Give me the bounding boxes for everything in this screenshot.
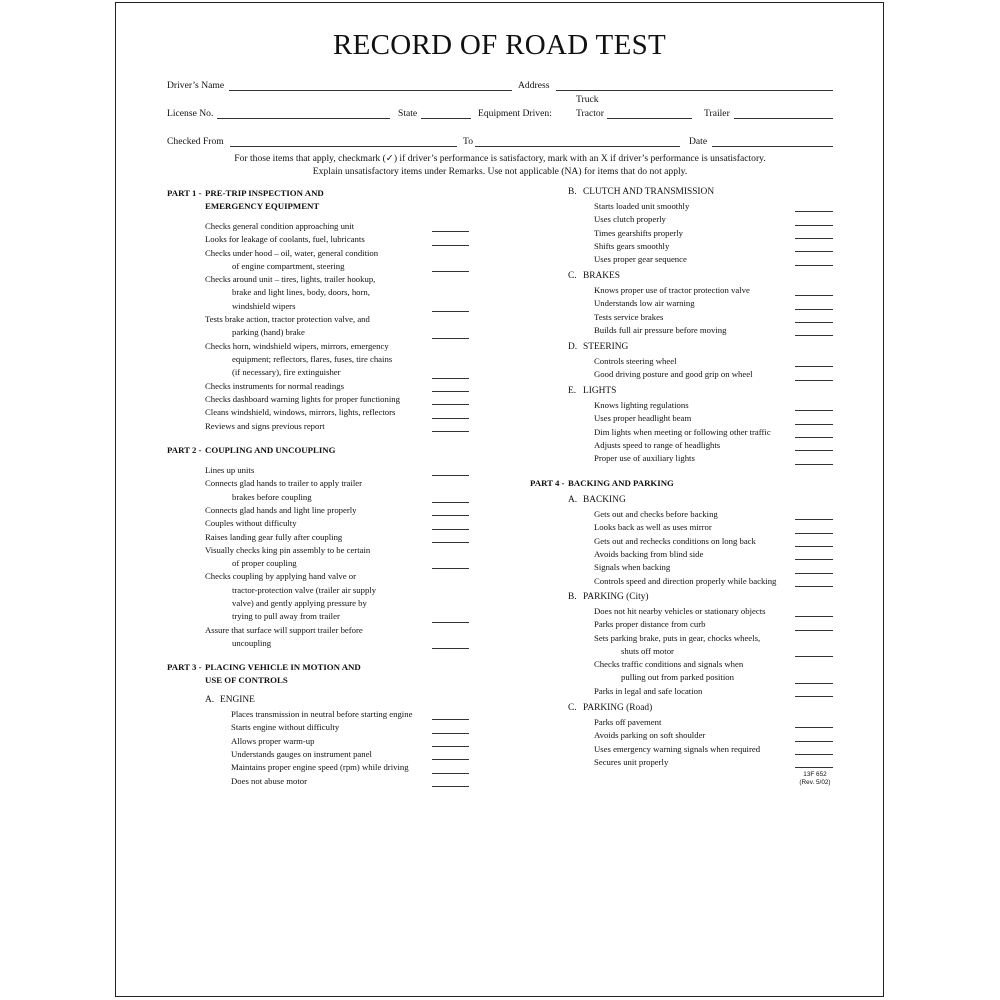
checklist-answer-blank[interactable]	[432, 759, 469, 760]
checklist-item-text: Understands gauges on instrument panel	[231, 748, 372, 759]
checklist-item	[205, 504, 357, 517]
checklist-item	[205, 247, 378, 274]
checklist-item	[594, 685, 702, 698]
part-3a-heading	[205, 695, 255, 705]
checklist-item-text: Looks back as well as uses mirror	[594, 522, 712, 533]
checked-from-label: Checked From	[167, 136, 224, 147]
checklist-item	[594, 355, 677, 368]
checklist-answer-blank[interactable]	[795, 211, 833, 212]
tractor-label: Tractor	[576, 108, 604, 119]
checklist-item	[594, 632, 760, 659]
checklist-item-text: uncoupling	[232, 637, 272, 648]
checklist-item	[231, 735, 314, 748]
part-3c-heading	[568, 271, 620, 281]
instructions	[200, 153, 800, 178]
to-field[interactable]	[475, 146, 680, 147]
checklist-answer-blank[interactable]	[795, 437, 833, 438]
checklist-item	[594, 227, 683, 240]
checklist-item-text: Uses proper gear sequence	[594, 254, 687, 265]
checklist-item	[205, 464, 254, 477]
checklist-answer-blank[interactable]	[795, 410, 833, 411]
checklist-item-text: Checks general condition approaching unit	[205, 221, 355, 231]
state-label: State	[398, 108, 418, 119]
checklist-item	[594, 240, 669, 253]
checklist-item	[594, 426, 771, 439]
checklist-item-text: Starts engine without difficulty	[231, 722, 340, 733]
checklist-item-text: Uses emergency warning signals when required	[594, 743, 761, 754]
checklist-item	[205, 393, 400, 406]
checklist-item	[594, 452, 695, 465]
checklist-item	[594, 743, 760, 756]
checklist-item	[594, 324, 726, 337]
instructions-line-2: Explain unsatisfactory items under Remarks. Use not applicable (NA) for items that do not apply.	[312, 165, 688, 177]
checklist-item	[594, 284, 750, 297]
checklist-item-text: brakes before coupling	[232, 491, 312, 502]
checklist-item-text: Connects glad hands and light line properly	[205, 504, 357, 515]
part-3d-letter: D.	[568, 342, 578, 352]
to-label: To	[463, 136, 473, 147]
part-4a-heading	[568, 495, 626, 505]
part-4a-letter: A.	[568, 495, 578, 505]
checklist-answer-blank[interactable]	[795, 322, 833, 323]
checklist-item-text: (if necessary), fire extinguisher	[232, 367, 341, 378]
checklist-answer-blank[interactable]	[795, 519, 833, 520]
checklist-item	[594, 399, 689, 412]
checklist-item-text: Tests service brakes	[594, 311, 664, 322]
checklist-item	[594, 521, 712, 534]
part-3c-title: BRAKES	[583, 271, 620, 281]
checklist-item-text: equipment; reflectors, flares, fuses, tire chains	[232, 353, 393, 364]
checklist-answer-blank[interactable]	[795, 295, 833, 296]
checklist-item	[594, 716, 661, 729]
part-4c-title: PARKING (Road)	[583, 703, 653, 713]
checklist-answer-blank[interactable]	[795, 586, 833, 587]
checklist-item-text: windshield wipers	[232, 300, 296, 311]
checklist-answer-blank[interactable]	[432, 431, 469, 432]
checklist-answer-blank[interactable]	[432, 622, 469, 623]
checklist-item-text: Sets parking brake, puts in gear, chocks wheels,	[594, 632, 761, 643]
checklist-item-text: Checks around unit – tires, lights, trailer hookup,	[205, 274, 376, 285]
checklist-item-text: Uses proper headlight beam	[594, 413, 692, 424]
part-3e-heading	[568, 386, 616, 396]
checklist-answer-blank[interactable]	[432, 502, 469, 503]
checklist-item	[594, 729, 705, 742]
checklist-item	[594, 439, 720, 452]
checklist-item-text: Parks off pavement	[594, 717, 662, 727]
checklist-item	[594, 756, 668, 769]
part-1-number: PART 1 -	[167, 188, 202, 198]
checklist-item	[231, 775, 307, 788]
checklist-answer-blank[interactable]	[795, 533, 833, 534]
checklist-answer-blank[interactable]	[795, 573, 833, 574]
checklist-item	[594, 575, 776, 588]
part-4a-title: BACKING	[583, 495, 626, 505]
checklist-item-text: Times gearshifts properly	[594, 227, 683, 238]
checklist-item	[205, 220, 354, 233]
checklist-answer-blank[interactable]	[795, 616, 833, 617]
checklist-answer-blank[interactable]	[432, 786, 469, 787]
checklist-item	[205, 273, 375, 313]
part-2-number: PART 2 -	[167, 445, 202, 455]
drivers-name-field[interactable]	[229, 90, 512, 91]
checklist-item	[594, 605, 766, 618]
part-1-title: PRE-TRIP INSPECTION AND EMERGENCY EQUIPMENT	[205, 188, 324, 212]
checklist-item	[594, 200, 689, 213]
checklist-item-text: shuts off motor	[621, 645, 674, 656]
checklist-answer-blank[interactable]	[795, 380, 833, 381]
checklist-item-text: tractor-protection valve (trailer air supply	[232, 584, 377, 595]
part-3e-letter: E.	[568, 386, 577, 396]
checklist-item	[231, 748, 372, 761]
checklist-answer-blank[interactable]	[432, 746, 469, 747]
checklist-answer-blank[interactable]	[432, 568, 469, 569]
checklist-answer-blank[interactable]	[432, 391, 469, 392]
part-4-number: PART 4 -	[530, 478, 565, 488]
checklist-answer-blank[interactable]	[795, 238, 833, 239]
checklist-answer-blank[interactable]	[432, 515, 469, 516]
checklist-item-text: Dim lights when meeting or following other traffic	[594, 426, 771, 437]
checklist-answer-blank[interactable]	[432, 733, 469, 734]
checklist-answer-blank[interactable]	[432, 338, 469, 339]
part-3d-heading	[568, 342, 628, 352]
checklist-item	[205, 420, 325, 433]
checklist-item-text: Understands low air warning	[594, 298, 695, 309]
checklist-item	[231, 761, 409, 774]
checklist-item-text: Adjusts speed to range of headlights	[594, 439, 721, 450]
part-4b-heading	[568, 592, 649, 602]
checklist-item	[205, 570, 376, 623]
part-3b-letter: B.	[568, 187, 577, 197]
checklist-answer-blank[interactable]	[432, 773, 469, 774]
checklist-item-text: Secures unit properly	[594, 756, 669, 767]
checklist-answer-blank[interactable]	[795, 335, 833, 336]
checklist-item-text: Couples without difficulty	[205, 518, 297, 529]
checklist-item-text: Checks instruments for normal readings	[205, 380, 344, 391]
checked-from-field[interactable]	[230, 146, 457, 147]
checklist-answer-blank[interactable]	[795, 225, 833, 226]
checklist-item-text: Assure that surface will support trailer before	[205, 624, 363, 635]
checklist-answer-blank[interactable]	[795, 741, 833, 742]
tractor-field[interactable]	[607, 118, 692, 119]
checklist-item	[594, 253, 687, 266]
checklist-answer-blank[interactable]	[795, 656, 833, 657]
checklist-item	[594, 412, 691, 425]
checklist-item	[205, 517, 297, 530]
checklist-item-text: Good driving posture and good grip on wheel	[594, 369, 753, 380]
checklist-item-text: Connects glad hands to trailer to apply trailer	[205, 478, 363, 489]
checklist-item	[205, 477, 362, 504]
checklist-item-text: Proper use of auxiliary lights	[594, 453, 695, 464]
checklist-answer-blank[interactable]	[432, 311, 469, 312]
trailer-label: Trailer	[704, 108, 730, 119]
checklist-answer-blank[interactable]	[432, 475, 469, 476]
checklist-item	[205, 624, 363, 651]
checklist-item-text: Signals when backing	[594, 562, 671, 573]
checklist-item-text: Gets out and rechecks conditions on long back	[594, 535, 756, 546]
checklist-item-text: Knows proper use of tractor protection valve	[594, 285, 750, 295]
checklist-item	[205, 313, 370, 340]
checklist-item-text: trying to pull away from trailer	[232, 611, 340, 622]
trailer-field[interactable]	[734, 118, 833, 119]
checklist-item-text: Tests brake action, tractor protection valve, and	[205, 314, 370, 325]
checklist-item-text: Places transmission in neutral before starting engine	[231, 709, 413, 719]
checklist-item-text: Uses clutch properly	[594, 214, 666, 225]
checklist-answer-blank[interactable]	[795, 424, 833, 425]
form-number-revision: (Rev. 5/02)	[799, 779, 831, 786]
checklist-answer-blank[interactable]	[795, 630, 833, 631]
checklist-answer-blank[interactable]	[795, 265, 833, 266]
checklist-item	[205, 406, 395, 419]
checklist-item-text: Checks horn, windshield wipers, mirrors, emergency	[205, 340, 389, 351]
checklist-answer-blank[interactable]	[432, 529, 469, 530]
checklist-item-text: Raises landing gear fully after coupling	[205, 531, 343, 542]
part-3a-title: ENGINE	[220, 695, 255, 705]
checklist-item	[205, 233, 365, 246]
checklist-item-text: Cleans windshield, windows, mirrors, lights, reflectors	[205, 407, 396, 418]
checklist-answer-blank[interactable]	[795, 683, 833, 684]
license-no-label: License No.	[167, 108, 214, 119]
checklist-item	[594, 618, 705, 631]
drivers-name-label: Driver’s Name	[167, 80, 225, 91]
checklist-answer-blank[interactable]	[795, 464, 833, 465]
form-title: RECORD OF ROAD TEST	[332, 29, 667, 61]
checklist-item	[594, 561, 670, 574]
checklist-item	[594, 213, 666, 226]
part-3b-heading	[568, 187, 714, 197]
checklist-answer-blank[interactable]	[795, 309, 833, 310]
checklist-answer-blank[interactable]	[432, 231, 469, 232]
truck-label: Truck	[576, 94, 599, 105]
checklist-item-text: parking (hand) brake	[232, 327, 305, 338]
checklist-answer-blank[interactable]	[795, 696, 833, 697]
form-number	[790, 771, 840, 787]
checklist-answer-blank[interactable]	[432, 378, 469, 379]
checklist-item-text: Avoids backing from blind side	[594, 548, 704, 559]
checklist-item-text: Controls steering wheel	[594, 356, 677, 366]
license-no-field[interactable]	[217, 118, 390, 119]
checklist-item-text: pulling out from parked position	[621, 672, 734, 683]
checklist-item-text: Gets out and checks before backing	[594, 509, 718, 519]
checklist-answer-blank[interactable]	[432, 648, 469, 649]
checklist-item	[594, 535, 756, 548]
checklist-answer-blank[interactable]	[795, 767, 833, 768]
address-label: Address	[518, 80, 550, 91]
checklist-answer-blank[interactable]	[432, 404, 469, 405]
checklist-item-text: Shifts gears smoothly	[594, 240, 670, 251]
checklist-item-text: Maintains proper engine speed (rpm) while driving	[231, 762, 409, 773]
checklist-answer-blank[interactable]	[795, 546, 833, 547]
checklist-item-text: Knows lighting regulations	[594, 400, 689, 410]
checklist-item	[594, 508, 718, 521]
equipment-driven-label: Equipment Driven:	[478, 108, 552, 119]
instructions-line-1: For those items that apply, checkmark (✓) if driver’s performance is satisfactory, mark with an X if driver’s performance is unsatisfactory.	[234, 153, 766, 164]
checklist-item	[594, 368, 753, 381]
part-4c-heading	[568, 703, 652, 713]
checklist-item	[205, 544, 370, 571]
checklist-answer-blank[interactable]	[432, 719, 469, 720]
checklist-answer-blank[interactable]	[432, 418, 469, 419]
checklist-item	[205, 340, 392, 380]
checklist-answer-blank[interactable]	[795, 754, 833, 755]
date-field[interactable]	[712, 146, 833, 147]
checklist-item	[205, 380, 344, 393]
checklist-item-text: Visually checks king pin assembly to be certain	[205, 544, 371, 555]
part-3c-letter: C.	[568, 271, 577, 281]
checklist-item-text: Parks in legal and safe location	[594, 685, 703, 696]
checklist-item	[594, 297, 695, 310]
checklist-item-text: Looks for leakage of coolants, fuel, lubricants	[205, 234, 365, 245]
state-field[interactable]	[421, 118, 471, 119]
form-number-code: 13F 652	[803, 771, 827, 778]
part-3-number: PART 3 -	[167, 662, 202, 672]
checklist-answer-blank[interactable]	[795, 251, 833, 252]
part-3-title: PLACING VEHICLE IN MOTION AND USE OF CONTROLS	[205, 662, 361, 686]
checklist-item-text: Lines up units	[205, 465, 255, 475]
checklist-answer-blank[interactable]	[795, 559, 833, 560]
checklist-item-text: Checks dashboard warning lights for proper functioning	[205, 393, 400, 404]
checklist-item	[594, 548, 703, 561]
checklist-answer-blank[interactable]	[795, 450, 833, 451]
part-4c-letter: C.	[568, 703, 577, 713]
checklist-answer-blank[interactable]	[795, 366, 833, 367]
checklist-item	[205, 531, 342, 544]
checklist-item-text: Checks coupling by applying hand valve or	[205, 571, 357, 582]
checklist-item-text: Starts loaded unit smoothly	[594, 201, 690, 211]
checklist-item-text: Controls speed and direction properly while backing	[594, 575, 777, 586]
checklist-item-text: Does not abuse motor	[231, 775, 308, 786]
checklist-item	[594, 658, 743, 685]
part-4-title: BACKING AND PARKING	[568, 478, 674, 488]
checklist-item-text: Checks traffic conditions and signals when	[594, 659, 744, 670]
checklist-item-text: Checks under hood – oil, water, general condition	[205, 247, 379, 258]
checklist-answer-blank[interactable]	[795, 727, 833, 728]
part-3e-title: LIGHTS	[583, 386, 617, 396]
checklist-item	[231, 721, 339, 734]
checklist-answer-blank[interactable]	[432, 271, 469, 272]
checklist-item	[594, 311, 663, 324]
checklist-item-text: Allows proper warm-up	[231, 735, 315, 746]
part-3d-title: STEERING	[583, 342, 629, 352]
address-field[interactable]	[556, 90, 833, 91]
checklist-item-text: Parks proper distance from curb	[594, 619, 706, 630]
checklist-item-text: of engine compartment, steering	[232, 260, 345, 271]
checklist-item-text: valve) and gently applying pressure by	[232, 597, 367, 608]
checklist-item-text: Avoids parking on soft shoulder	[594, 730, 706, 741]
checklist-answer-blank[interactable]	[432, 245, 469, 246]
checklist-answer-blank[interactable]	[432, 542, 469, 543]
part-2-title: COUPLING AND UNCOUPLING	[205, 445, 336, 455]
part-4b-letter: B.	[568, 592, 577, 602]
checklist-item-text: brake and light lines, body, doors, horn,	[232, 287, 370, 298]
part-3b-title: CLUTCH AND TRANSMISSION	[583, 187, 715, 197]
checklist-item-text: Builds full air pressure before moving	[594, 324, 727, 335]
part-4b-title: PARKING (City)	[583, 592, 649, 602]
date-label: Date	[689, 136, 708, 147]
checklist-item	[231, 708, 412, 721]
checklist-item-text: Does not hit nearby vehicles or stationary objects	[594, 606, 766, 616]
part-3a-letter: A.	[205, 695, 215, 705]
checklist-item-text: Reviews and signs previous report	[205, 420, 325, 431]
checklist-item-text: of proper coupling	[232, 558, 297, 569]
